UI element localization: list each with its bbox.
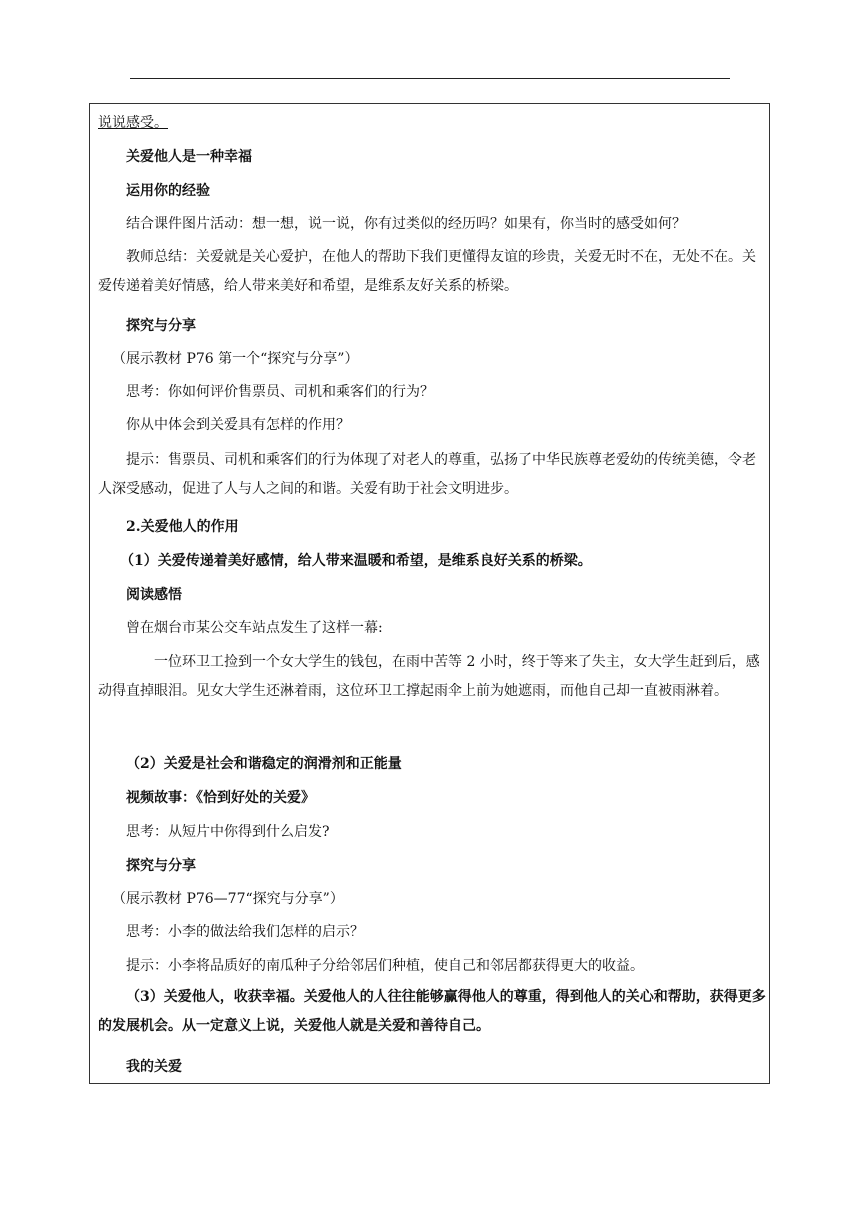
section-heading: 我的关爱 [126,1059,182,1075]
section-heading: （2）关爱是社会和谐稳定的润滑剂和正能量 [126,756,402,772]
text-line: （展示教材 P76—77“探究与分享”） [112,891,344,907]
section-heading: 关爱他人是一种幸福 [126,149,252,165]
paragraph: （3）关爱他人，收获幸福。关爱他人的人往往能够赢得他人的尊重，得到他人的关心和帮助，获得更多的发展机会。从一定意义上说，关爱他人就是关爱和善待自己。 [98,989,766,1034]
section-heading: 探究与分享 [126,318,196,334]
text-line: 思考：你如何评价售票员、司机和乘客们的行为？ [126,384,434,400]
text-line: 曾在烟台市某公交车站点发生了这样一幕: [126,620,383,636]
text-line: （展示教材 P76 第一个“探究与分享”） [112,351,359,367]
section-heading: 视频故事：《恰到好处的关爱》 [126,790,315,806]
text-line: 说说感受。 [98,115,168,131]
text-line: 思考：从短片中你得到什么启发? [126,824,330,840]
text-line: 结合课件图片活动：想一想，说一说，你有过类似的经历吗？如果有，你当时的感受如何？ [126,216,686,232]
text-line: 思考：小李的做法给我们怎样的启示？ [126,924,364,940]
paragraph: 提示：售票员、司机和乘客们的行为体现了对老人的尊重，弘扬了中华民族尊老爱幼的传统美德，令老人深受感动，促进了人与人之间的和谐。关爱有助于社会文明进步。 [98,452,756,497]
paragraph: 教师总结：关爱就是关心爱护，在他人的帮助下我们更懂得友谊的珍贵，关爱无时不在，无处不在。关爱传递着美好情感，给人带来美好和希望，是维系友好关系的桥梁。 [98,249,756,294]
paragraph: 一位环卫工捡到一个女大学生的钱包，在雨中苦等 2 小时，终于等来了失主，女大学生赶到后，感动得直掉眼泪。见女大学生还淋着雨，这位环卫工撑起雨伞上前为她遮雨，而他自己却一直被雨淋着。 [98,654,760,699]
text-line: 你从中体会到关爱具有怎样的作用？ [126,417,350,433]
text-line: 提示：小李将品质好的南瓜种子分给邻居们种植，使自己和邻居都获得更大的收益。 [126,958,644,974]
section-heading: 运用你的经验 [126,183,210,199]
header-rule [130,78,730,79]
section-heading: 探究与分享 [126,858,196,874]
section-heading: 阅读感悟 [126,587,182,603]
section-heading: （1）关爱传递着美好感情，给人带来温暖和希望，是维系良好关系的桥梁。 [120,553,592,569]
section-heading: 2.关爱他人的作用 [126,519,239,535]
